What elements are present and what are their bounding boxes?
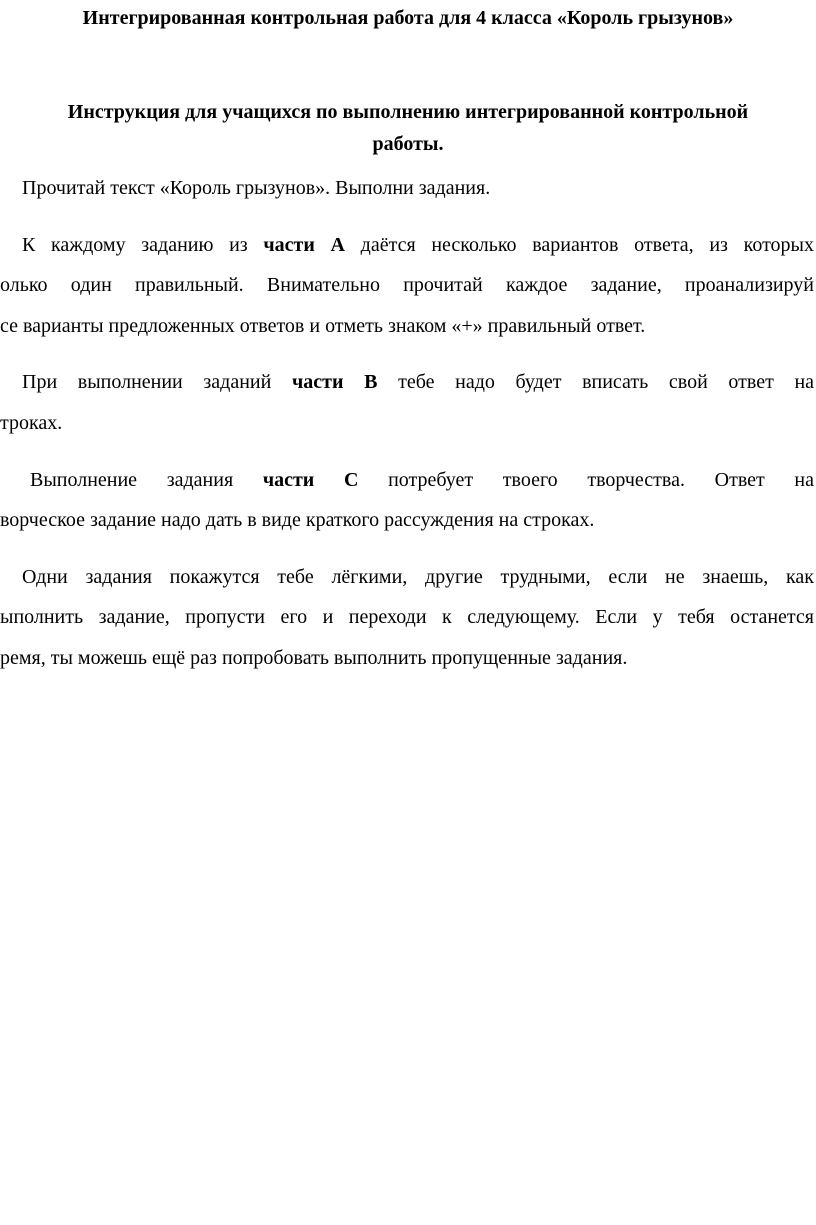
paragraph-advice-line-1: Одни задания покажутся тебе лёгкими, другие трудными, если не знаешь, как [22, 566, 814, 588]
part-b-text-pre: При выполнении заданий [22, 371, 292, 393]
part-c-text-post: потребует твоего творчества. Ответ на [358, 469, 814, 491]
paragraph-read-text: Прочитай текст «Король грызунов». Выполни задания. [22, 177, 491, 199]
paragraph-advice-line-2: ыполнить задание, пропусти его и переходи к следующему. Если у тебя останется [0, 606, 814, 628]
paragraph-part-c-line-2: ворческое задание надо дать в виде краткого рассуждения на строках. [0, 509, 595, 531]
paragraph-part-b-line-2: троках. [0, 412, 63, 434]
instruction-heading-line-1: Инструкция для учащихся по выполнению интегрированной контрольной [67, 101, 749, 123]
part-a-label: части А [263, 234, 345, 256]
paragraph-part-b-line-1 [22, 368, 814, 396]
part-b-text-post: тебе надо будет вписать свой ответ на [377, 371, 815, 393]
paragraph-part-c-line-1 [30, 466, 814, 494]
paragraph-part-a-line-3: се варианты предложенных ответов и отметь знаком «+» правильный ответ. [0, 315, 646, 337]
part-b-label: части В [291, 371, 378, 393]
paragraph-advice-line-3: ремя, ты можешь ещё раз попробовать выполнить пропущенные задания. [0, 647, 628, 669]
part-a-text-pre: К каждому заданию из [22, 234, 264, 256]
instruction-heading-line-2: работы. [372, 133, 444, 155]
part-c-text-pre: Выполнение задания [30, 469, 263, 491]
instruction-heading [0, 96, 816, 160]
document-title: Интегрированная контрольная работа для 4 класса «Король грызунов» [82, 7, 734, 29]
part-c-label: части С [262, 469, 359, 491]
part-a-text-post: даётся несколько вариантов ответа, из которых [345, 234, 814, 256]
paragraph-part-a-line-1 [22, 231, 814, 259]
paragraph-part-a-line-2: олько один правильный. Внимательно прочитай каждое задание, проанализируй [0, 274, 814, 296]
